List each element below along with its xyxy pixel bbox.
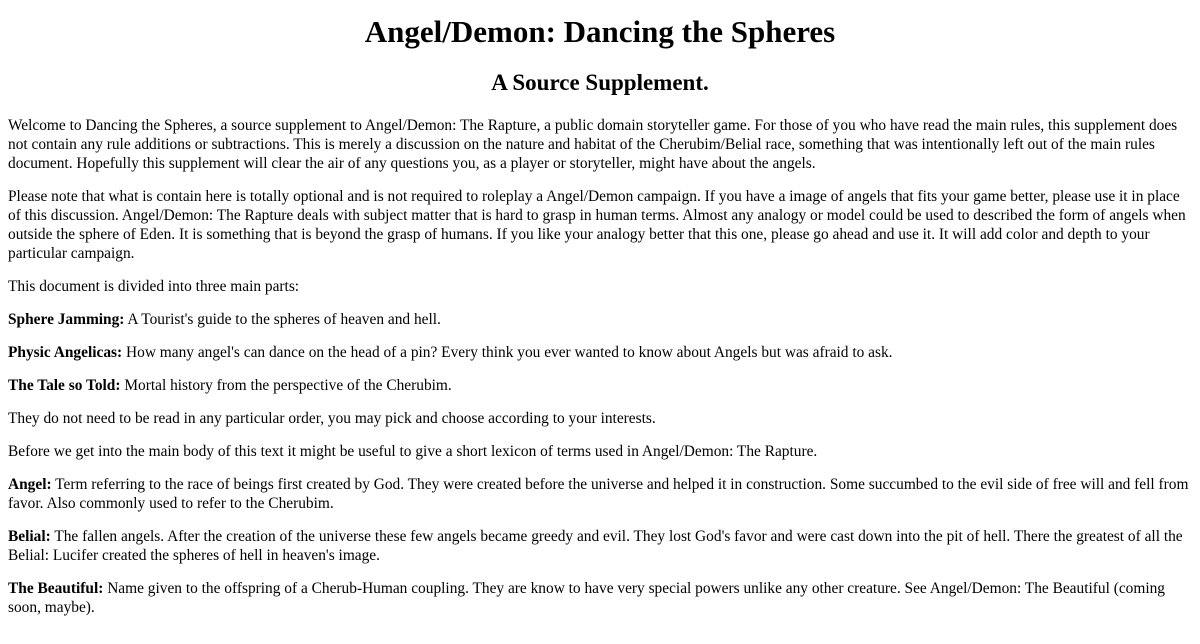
part-text: How many angel's can dance on the head of a pin? Every think you ever wanted to know about Angels but was afraid to ask. bbox=[122, 344, 893, 361]
lexicon-definition: The fallen angels. After the creation of the universe these few angels became greedy and evil. They lost God's favor and were cast down into the pit of hell. There the greatest of all the Belial: Lucifer created the spheres of hell in heaven's image. bbox=[8, 528, 1183, 564]
intro-paragraph: This document is divided into three main parts: bbox=[8, 278, 300, 295]
part-item bbox=[8, 376, 1192, 395]
lexicon-definition: Name given to the offspring of a Cherub-Human coupling. They are know to have very special powers unlike any other creature. See Angel/Demon: The Beautiful (coming soon, maybe). bbox=[8, 580, 1165, 616]
lexicon-term: Angel: bbox=[8, 476, 52, 493]
part-item bbox=[8, 343, 1192, 362]
lexicon-entry bbox=[8, 527, 1192, 565]
part-term: Physic Angelicas: bbox=[8, 344, 123, 361]
document bbox=[0, 14, 1200, 617]
lexicon-term: The Beautiful: bbox=[8, 580, 104, 597]
intro-paragraph: Welcome to Dancing the Spheres, a source supplement to Angel/Demon: The Rapture, a public domain storyteller game. For those of you who have read the main rules, this supplement does not contain any rule additions or subtractions. This is merely a discussion on the nature and habitat of the Cherubim/Belial race, something that was intentionally left out of the main rules document. Hopefully this supplement will clear the air of any questions you, as a player or storyteller, might have about the angels. bbox=[8, 117, 1178, 172]
part-text: Mortal history from the perspective of the Cherubim. bbox=[120, 377, 452, 394]
lexicon-entry bbox=[8, 579, 1192, 617]
lexicon-term: Belial: bbox=[8, 528, 51, 545]
part-term: Sphere Jamming: bbox=[8, 311, 125, 328]
intro-paragraph: Please note that what is contain here is totally optional and is not required to roleplay a Angel/Demon campaign. If you have a image of angels that fits your game better, please use it in place of this discussion. Angel/Demon: The Rapture deals with subject matter that is hard to grasp in human terms. Almost any analogy or model could be used to described the form of angels when outside the sphere of Eden. It is something that is beyond the grasp of humans. If you like your analogy better that this one, please go ahead and use it. It will add color and depth to your particular campaign. bbox=[8, 188, 1186, 262]
page-title: Angel/Demon: Dancing the Spheres bbox=[364, 14, 836, 49]
lexicon-definition: Term referring to the race of beings first created by God. They were created before the universe and helped it in construction. Some succumbed to the evil side of free will and fell from favor. Also commonly used to refer to the Cherubim. bbox=[8, 476, 1189, 512]
body-paragraph: They do not need to be read in any particular order, you may pick and choose according to your interests. bbox=[8, 410, 656, 427]
part-item bbox=[8, 310, 1192, 329]
part-text: A Tourist's guide to the spheres of heaven and hell. bbox=[124, 311, 441, 328]
body-paragraph: Before we get into the main body of this text it might be useful to give a short lexicon of terms used in Angel/Demon: The Rapture. bbox=[8, 443, 818, 460]
page-subtitle: A Source Supplement. bbox=[491, 70, 709, 95]
lexicon-entry bbox=[8, 475, 1192, 513]
part-term: The Tale so Told: bbox=[8, 377, 121, 394]
